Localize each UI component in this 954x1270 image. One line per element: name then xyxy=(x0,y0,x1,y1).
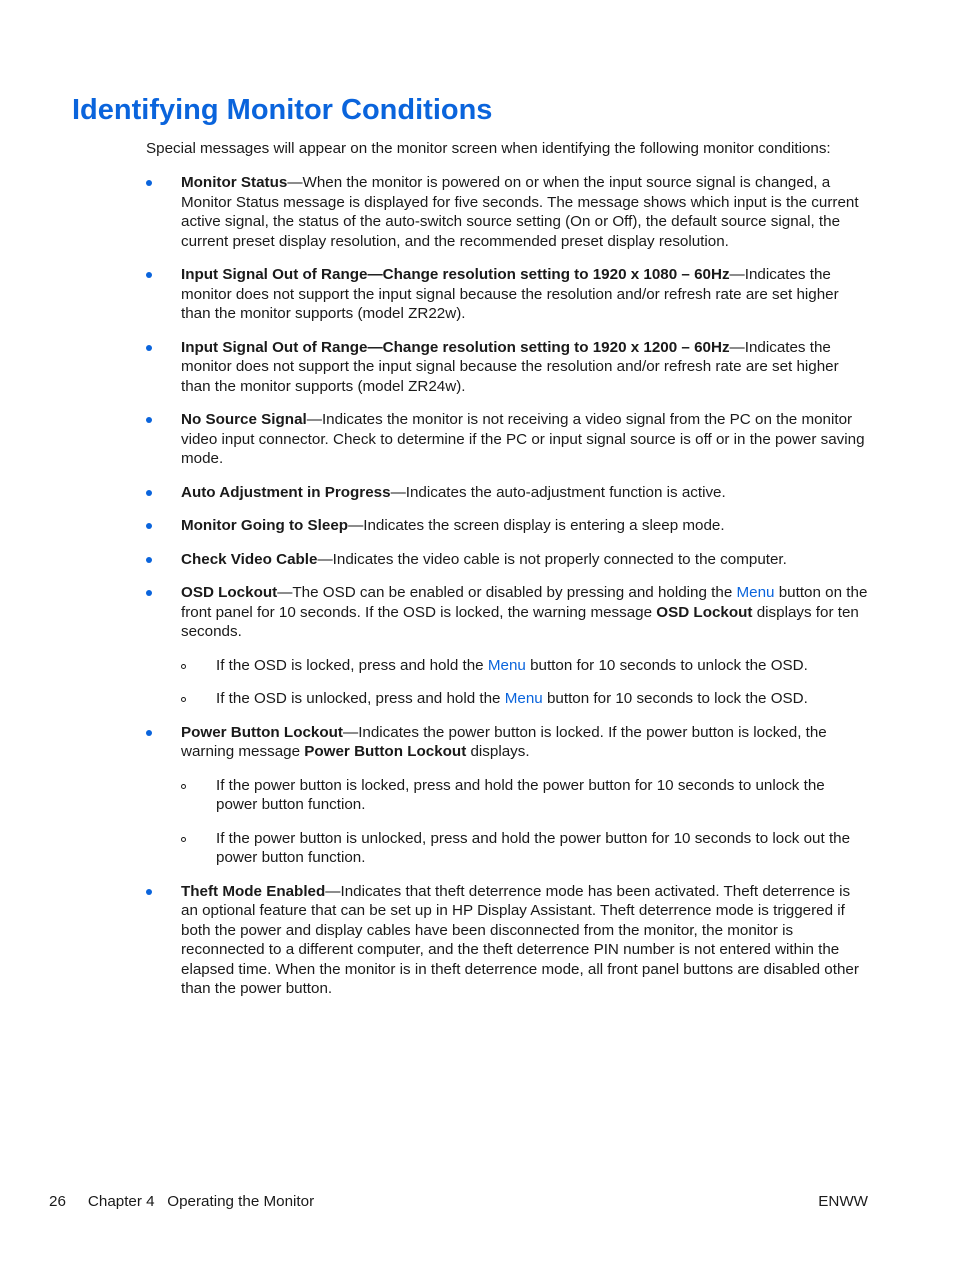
term: No Source Signal xyxy=(181,411,307,428)
sub-text: If the OSD is unlocked, press and hold the xyxy=(216,690,505,707)
description: —When the monitor is powered on or when the input source signal is changed, a Monitor Status message is displayed for five seconds. The message shows which input is the current active signal, the status of the auto-switch source setting (On or Off), the default source signal, the current preset display resolution, and the recommended preset display resolution. xyxy=(181,174,859,250)
list-item xyxy=(146,483,868,503)
circle-bullet-icon xyxy=(181,697,186,702)
term: Theft Mode Enabled xyxy=(181,882,326,900)
list-item xyxy=(146,516,868,536)
footer-left xyxy=(49,1192,314,1212)
circle-bullet-icon xyxy=(181,837,186,842)
menu-link[interactable]: Menu xyxy=(504,690,543,707)
conditions-list xyxy=(146,173,868,1013)
circle-bullet-icon xyxy=(181,664,186,669)
list-item xyxy=(146,882,868,999)
term: Input Signal Out of Range—Change resolution setting to 1920 x 1080 – 60Hz xyxy=(181,266,730,283)
footer-code: ENWW xyxy=(818,1193,868,1210)
description: —Indicates the power button is locked. If the power button is locked, the warning message xyxy=(181,723,827,760)
bullet-icon xyxy=(146,490,152,496)
term: Power Button Lockout xyxy=(181,723,343,741)
sub-list-item xyxy=(181,689,868,709)
bullet-icon xyxy=(146,345,152,351)
term: Auto Adjustment in Progress xyxy=(181,483,391,501)
circle-bullet-icon xyxy=(181,784,186,789)
bullet-icon xyxy=(146,557,152,563)
term: Check Video Cable xyxy=(181,550,318,568)
intro-paragraph: Special messages will appear on the monitor screen when identifying the following monitor conditions: xyxy=(146,140,831,157)
description: —Indicates that theft deterrence mode has been activated. Theft deterrence is an optional feature that can be set up in HP Display Assistant. Theft deterrence mode is triggered if both the power and display cables have been disconnected from the monitor, the monitor is reconnected to a different computer, and the theft deterrence PIN number is not entered within the elapsed time. When the monitor is in theft deterrence mode, all front panel buttons are disabled other than the power button. xyxy=(181,882,859,997)
sub-list xyxy=(181,776,868,868)
term: Input Signal Out of Range—Change resolution setting to 1920 x 1200 – 60Hz xyxy=(181,338,730,356)
bullet-icon xyxy=(146,523,152,529)
term: OSD Lockout xyxy=(181,584,278,601)
term: Monitor Status xyxy=(181,174,288,191)
list-item xyxy=(146,265,868,324)
menu-link[interactable]: Menu xyxy=(487,656,526,674)
description: button on the front panel for 10 seconds. If the OSD is locked, the warning message xyxy=(181,584,868,621)
warning-message: OSD Lockout xyxy=(656,603,753,621)
list-item xyxy=(146,550,868,570)
warning-message: Power Button Lockout xyxy=(304,743,467,760)
list-item xyxy=(146,173,868,251)
sub-list-item xyxy=(181,829,868,868)
page-title: Identifying Monitor Conditions xyxy=(72,94,493,126)
sub-list-item xyxy=(181,656,868,676)
bullet-icon xyxy=(146,272,152,278)
description: —Indicates the monitor is not receiving a video signal from the PC on the monitor video input connector. Check to determine if the PC or input signal source is off or in the power saving mode. xyxy=(181,411,865,467)
sub-text: button for 10 seconds to lock the OSD. xyxy=(542,690,808,707)
sub-text: If the power button is locked, press and hold the power button for 10 seconds to unlock the power button function. xyxy=(216,776,825,813)
bullet-icon xyxy=(146,180,152,186)
sub-list-item xyxy=(181,776,868,815)
sub-text: button for 10 seconds to unlock the OSD. xyxy=(525,656,808,674)
description: —Indicates the video cable is not properly connected to the computer. xyxy=(317,550,787,568)
list-item xyxy=(146,410,868,469)
list-item xyxy=(146,583,868,709)
bullet-icon xyxy=(146,590,152,596)
bullet-icon xyxy=(146,889,152,895)
description: —Indicates the screen display is entering a sleep mode. xyxy=(348,517,725,534)
description: —Indicates the monitor does not support the input signal because the resolution and/or refresh rate are set higher than the monitor supports (model ZR22w). xyxy=(181,266,839,322)
bullet-icon xyxy=(146,730,152,736)
sub-text: If the OSD is locked, press and hold the xyxy=(216,656,488,674)
page-number: 26 xyxy=(49,1193,66,1210)
sub-list xyxy=(181,656,868,709)
term: Monitor Going to Sleep xyxy=(181,517,349,534)
list-item xyxy=(146,723,868,868)
description: displays for ten seconds. xyxy=(181,603,859,640)
sub-text: If the power button is unlocked, press and hold the power button for 10 seconds to lock out the power button function. xyxy=(216,829,851,866)
description: —Indicates the monitor does not support the input signal because the resolution and/or refresh rate are set higher than the monitor supports (model ZR24w). xyxy=(181,338,839,395)
description: —The OSD can be enabled or disabled by pressing and holding the xyxy=(277,584,737,601)
description: —Indicates the auto-adjustment function is active. xyxy=(390,483,726,501)
bullet-icon xyxy=(146,417,152,423)
description: displays. xyxy=(466,743,530,760)
chapter-title: Chapter 4 Operating the Monitor xyxy=(87,1193,315,1210)
menu-link[interactable]: Menu xyxy=(736,584,775,601)
list-item xyxy=(146,338,868,397)
